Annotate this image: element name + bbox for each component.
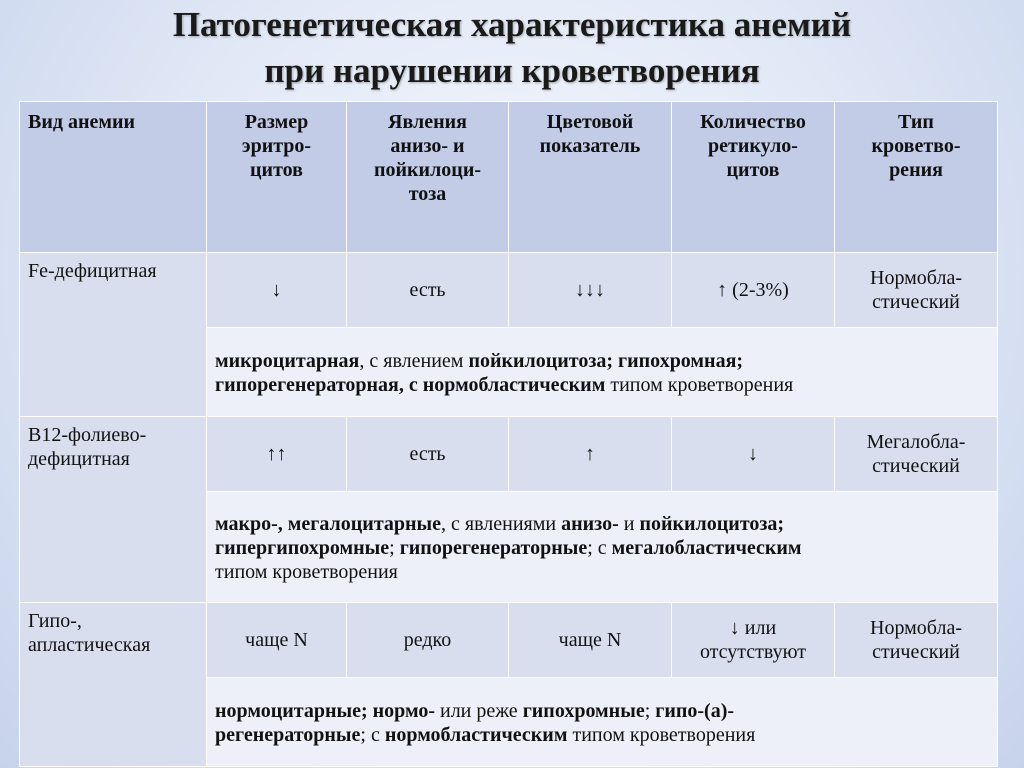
description-text: или реже	[434, 700, 523, 722]
cell-line: апластическая	[28, 634, 151, 656]
table-row	[20, 603, 998, 678]
description-text: типом кроветворения	[215, 561, 398, 583]
cell-line: редко	[403, 629, 452, 651]
cell-line: дефицитная	[28, 448, 130, 470]
cell-line: ↓ или	[729, 617, 777, 639]
bold-term: мегалобластическим	[611, 537, 802, 559]
anemia-type-cell	[20, 603, 207, 767]
table-cell	[207, 417, 347, 492]
header-cell	[835, 102, 998, 253]
description-text: , с явлениями	[441, 513, 562, 535]
cell-line: Fe-дефицитная	[28, 260, 157, 282]
table-header-row	[20, 102, 998, 253]
bold-term: гипохромные	[522, 700, 645, 722]
bold-term: нормоцитарные; нормо-	[215, 700, 435, 722]
description-text: ;	[389, 537, 400, 559]
description-line	[215, 699, 987, 723]
cell-line: ↓	[271, 279, 282, 301]
table-cell	[207, 253, 347, 328]
cell-line: Мегалобла-	[866, 431, 966, 453]
header-cell	[347, 102, 509, 253]
cell-line: показатель	[539, 135, 641, 157]
header-cell	[207, 102, 347, 253]
cell-line: Тип	[898, 111, 934, 133]
anemia-table	[19, 101, 998, 767]
cell-line: анизо- и	[390, 135, 465, 157]
table-cell	[347, 603, 509, 678]
table-cell	[207, 603, 347, 678]
slide-title	[0, 2, 1024, 94]
table-cell	[509, 417, 672, 492]
table-cell	[835, 253, 998, 328]
description-line	[215, 560, 987, 584]
cell-line: тоза	[408, 183, 447, 205]
bold-term: микроцитарная	[215, 350, 360, 372]
description-text: ; с	[360, 724, 385, 746]
cell-line: B12-фолиево-	[28, 424, 147, 446]
anemia-type-cell	[20, 417, 207, 603]
bold-term: гипорегенераторная, с нормобластическим	[215, 374, 606, 396]
bold-term: нормобластическим	[384, 724, 568, 746]
cell-line: кроветво-	[871, 135, 961, 157]
cell-line: цитов	[250, 159, 303, 181]
bold-term: регенераторные	[215, 724, 361, 746]
header-cell	[20, 102, 207, 253]
bold-term: макро-, мегалоцитарные	[215, 513, 442, 535]
table-body	[20, 253, 998, 767]
table-cell	[347, 253, 509, 328]
description-text: типом кроветворения	[567, 724, 756, 746]
cell-line: пойкилоци-	[373, 159, 482, 181]
table-cell	[835, 603, 998, 678]
cell-line: стический	[872, 291, 960, 313]
cell-line: Количество	[700, 111, 806, 133]
cell-line: Цветовой	[546, 111, 634, 133]
description-line	[215, 723, 987, 747]
cell-line: ↓	[748, 443, 758, 465]
header-cell	[672, 102, 835, 253]
cell-line: ретикуло-	[708, 135, 798, 157]
table-cell	[835, 417, 998, 492]
cell-line: рения	[889, 159, 943, 181]
cell-line: ↑ (2-3%)	[717, 279, 789, 301]
title-line-1: Патогенетическая характеристика анемий	[172, 5, 852, 44]
description-text: типом кроветворения	[605, 374, 794, 396]
cell-line: чаще N	[558, 629, 622, 651]
description-text: и	[618, 513, 640, 535]
description-cell	[207, 328, 998, 417]
header-cell	[509, 102, 672, 253]
table-row	[20, 417, 998, 492]
description-text: ;	[644, 700, 656, 722]
cell-line: ↑↑	[266, 443, 287, 465]
description-line	[215, 536, 987, 560]
table-cell	[509, 253, 672, 328]
description-text: , с явлением	[359, 350, 469, 372]
description-line	[215, 512, 987, 536]
cell-line: Гипо-,	[28, 610, 82, 632]
cell-line: цитов	[726, 159, 780, 181]
table-cell	[509, 603, 672, 678]
description-line	[215, 373, 987, 397]
description-cell	[207, 492, 998, 603]
table-cell	[672, 417, 835, 492]
bold-term: гипорегенераторные	[399, 537, 588, 559]
cell-line: ↓↓↓	[575, 279, 605, 301]
cell-line: Вид анемии	[28, 111, 136, 133]
table-cell	[672, 603, 835, 678]
description-line	[215, 349, 987, 373]
cell-line: Явления	[388, 111, 467, 133]
table-row	[20, 253, 998, 328]
cell-line: есть	[409, 279, 446, 301]
bold-term: гипо-(а)-	[655, 700, 735, 722]
cell-line: Нормобла-	[870, 267, 962, 289]
cell-line: стический	[872, 641, 960, 663]
bold-term: анизо-	[561, 513, 619, 535]
bold-term: пойкилоцитоза; гипохромная;	[468, 350, 744, 372]
description-text: ; с	[587, 537, 612, 559]
description-cell	[207, 678, 998, 767]
bold-term: пойкилоцитоза;	[639, 513, 785, 535]
cell-line: стический	[872, 455, 960, 477]
cell-line: есть	[409, 443, 446, 465]
cell-line: отсутствуют	[699, 641, 807, 663]
anemia-type-cell	[20, 253, 207, 417]
cell-line: эритро-	[241, 135, 312, 157]
table-cell	[672, 253, 835, 328]
cell-line: Размер	[244, 111, 309, 133]
table-cell	[347, 417, 509, 492]
title-line-2: при нарушении кроветворения	[264, 51, 760, 90]
cell-line: ↑	[585, 443, 595, 465]
cell-line: чаще N	[245, 629, 308, 651]
cell-line: Нормобла-	[870, 617, 962, 639]
bold-term: гипергипохромные	[215, 537, 390, 559]
